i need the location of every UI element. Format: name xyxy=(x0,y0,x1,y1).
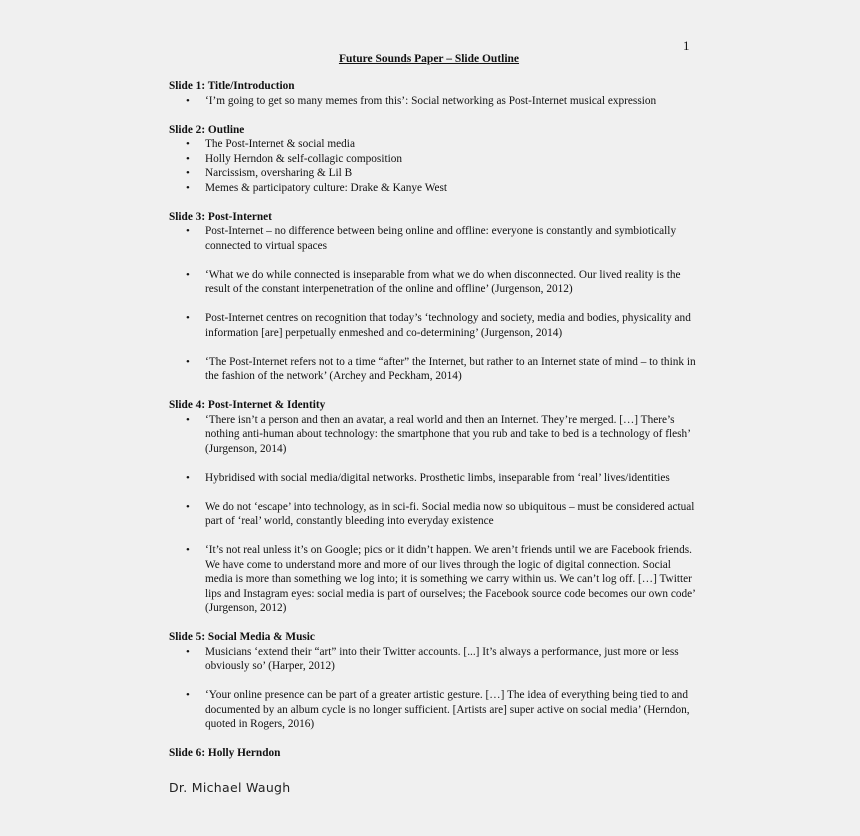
bullet-list xyxy=(169,224,699,384)
slide-1-section xyxy=(169,79,699,108)
bullet-icon: • xyxy=(186,152,190,165)
slide-outline xyxy=(169,79,699,761)
author-name: Dr. Michael Waugh xyxy=(169,780,291,795)
list-item: • ‘The Post-Internet refers not to a time “after” the Internet, but rather to an Internet state of mind – to think in the fashion of the network’ (Archey and Peckham, 2014) xyxy=(186,355,696,382)
list-item: • Musicians ‘extend their “art” into their Twitter accounts. [...] It’s always a performance, just more or less obviously so’ (Harper, 2012) xyxy=(186,645,679,672)
bullet-list xyxy=(169,94,699,109)
list-item: • The Post-Internet & social media xyxy=(186,138,355,150)
slide-heading: Slide 4: Post-Internet & Identity xyxy=(169,399,326,411)
slide-4-section xyxy=(169,398,699,616)
bullet-icon: • xyxy=(186,355,190,368)
slide-3-section xyxy=(169,210,699,384)
bullet-icon: • xyxy=(186,645,190,658)
slide-heading: Slide 6: Holly Herndon xyxy=(169,747,281,759)
bullet-icon: • xyxy=(186,167,190,179)
bullet-icon: • xyxy=(186,312,190,324)
list-item: • We do not ‘escape’ into technology, as in sci-fi. Social media now so ubiquitous – must be considered actual part of ‘real’ world, constantly bleeding into everyday existence xyxy=(186,500,695,527)
bullet-icon: • xyxy=(186,225,190,237)
list-item: • ‘It’s not real unless it’s on Google; pics or it didn’t happen. We aren’t friends until we are Facebook friends. We have come to understand more and more of our lives through the logic of digital connection. Social media is more than something we log into; it is something we carry within us. We can’t log off. […] Twitter lips and Instagram eyes: social media is part of ourselves; the Facebook source code becomes our own code’ (Jurgenson, 2012) xyxy=(186,544,696,614)
list-item: • ‘There isn’t a person and then an avatar, a real world and then an Internet. They’re merged. […] There’s nothing anti-human about technology: the smartphone that you rub and take to bed is a technology of flesh’ (Jurgenson, 2014) xyxy=(186,413,691,455)
bullet-icon: • xyxy=(186,94,190,107)
bullet-icon: • xyxy=(186,181,190,194)
list-item: • ‘What we do while connected is inseparable from what we do when disconnected. Our lived reality is the result of the constant interpenetration of the online and offline’ (Jurgenson, 2012) xyxy=(186,268,681,295)
bullet-list xyxy=(169,645,699,732)
bullet-icon: • xyxy=(186,268,190,281)
document-title xyxy=(0,53,860,65)
bullet-icon: • xyxy=(186,689,190,701)
slide-heading: Slide 2: Outline xyxy=(169,123,245,136)
slide-2-section xyxy=(169,123,699,196)
list-item: • ‘Your online presence can be part of a greater artistic gesture. […] The idea of everything being tied to and documented by an album cycle is no longer sufficient. [Artists are] super active on social media’ (Herndon, quoted in Rogers, 2016) xyxy=(186,689,690,730)
list-item: • ‘I’m going to get so many memes from this’: Social networking as Post-Internet musical expression xyxy=(186,94,657,107)
list-item: • Memes & participatory culture: Drake & Kanye West xyxy=(186,181,448,194)
list-item: • Hybridised with social media/digital networks. Prosthetic limbs, inseparable from ‘real’ lives/identities xyxy=(186,471,670,484)
list-item: • Post-Internet centres on recognition that today’s ‘technology and society, media and bodies, physicality and information [are] perpetually enmeshed and co-determining’ (Jurgenson, 2014) xyxy=(186,312,691,339)
list-item: • Narcissism, oversharing & Lil B xyxy=(186,167,353,179)
bullet-icon: • xyxy=(186,413,190,426)
bullet-list xyxy=(169,137,699,195)
slide-heading: Slide 1: Title/Introduction xyxy=(169,80,295,92)
bullet-icon: • xyxy=(186,544,190,556)
slide-5-section xyxy=(169,630,699,732)
slide-heading: Slide 5: Social Media & Music xyxy=(169,631,315,643)
list-item: • Post-Internet – no difference between being online and offline: everyone is constantly and symbiotically connected to virtual spaces xyxy=(186,225,677,252)
bullet-icon: • xyxy=(186,471,190,484)
bullet-icon: • xyxy=(186,500,190,513)
document-title-text: Future Sounds Paper – Slide Outline xyxy=(338,53,520,65)
bullet-list xyxy=(169,413,699,616)
page-number: 1 xyxy=(683,38,690,53)
bullet-icon: • xyxy=(186,138,190,150)
slide-heading: Slide 3: Post-Internet xyxy=(169,210,272,223)
slide-6-section xyxy=(169,746,699,761)
list-item: • Holly Herndon & self-collagic composition xyxy=(186,152,403,165)
